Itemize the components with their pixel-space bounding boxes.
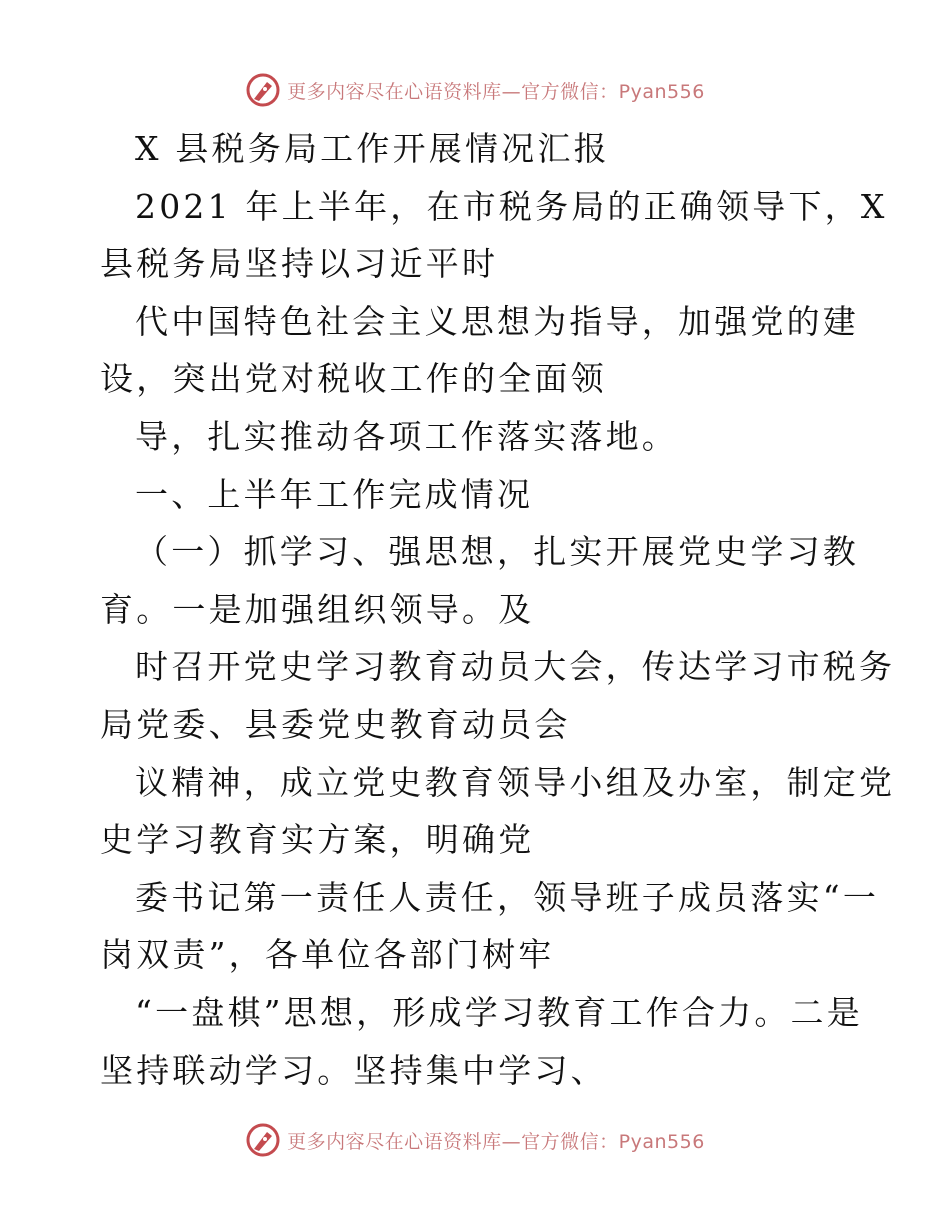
document-body (100, 120, 896, 1099)
text-line: X 县税务局工作开展情况汇报 (135, 129, 610, 168)
text-line: 县税务局坚持以习近平时 (100, 244, 499, 284)
text-line: 委书记第一责任人责任，领导班子成员落实“一 (135, 877, 880, 917)
text-line: （一）抓学习、强思想，扎实开展党史学习教 (135, 532, 859, 572)
watermark-banner-bottom (0, 1120, 950, 1160)
text-line: 坚持联动学习。坚持集中学习、 (100, 1050, 607, 1090)
text-line: 局党委、县委党史教育动员会 (100, 704, 571, 744)
text-line: 设，突出党对税收工作的全面领 (100, 359, 607, 399)
text-line: 代中国特色社会主义思想为指导，加强党的建 (135, 301, 859, 341)
text-line: 导，扎实推动各项工作落实落地。 (135, 416, 678, 456)
text-line: 议精神，成立党史教育领导小组及办室，制定党 (135, 762, 896, 802)
text-line: 一、上半年工作完成情况 (135, 474, 534, 514)
text-line: 史学习教育实方案，明确党 (100, 820, 535, 860)
text-line: 岗双责”，各单位各部门树牢 (100, 935, 555, 975)
pen-nib-circle-icon (245, 1122, 281, 1158)
text-line: 2021 年上半年，在市税务局的正确领导下，X (135, 186, 888, 226)
text-line: 育。一是加强组织领导。及 (100, 589, 535, 629)
watermark-text: 更多内容尽在心语资料库—官方微信：Pyan556 (287, 80, 705, 103)
watermark-banner-top (0, 70, 950, 110)
watermark-text: 更多内容尽在心语资料库—官方微信：Pyan556 (287, 1130, 705, 1153)
text-line: “一盘棋”思想，形成学习教育工作合力。二是 (135, 992, 863, 1032)
text-line: 时召开党史学习教育动员大会，传达学习市税务 (135, 647, 896, 687)
pen-nib-circle-icon (245, 72, 281, 108)
